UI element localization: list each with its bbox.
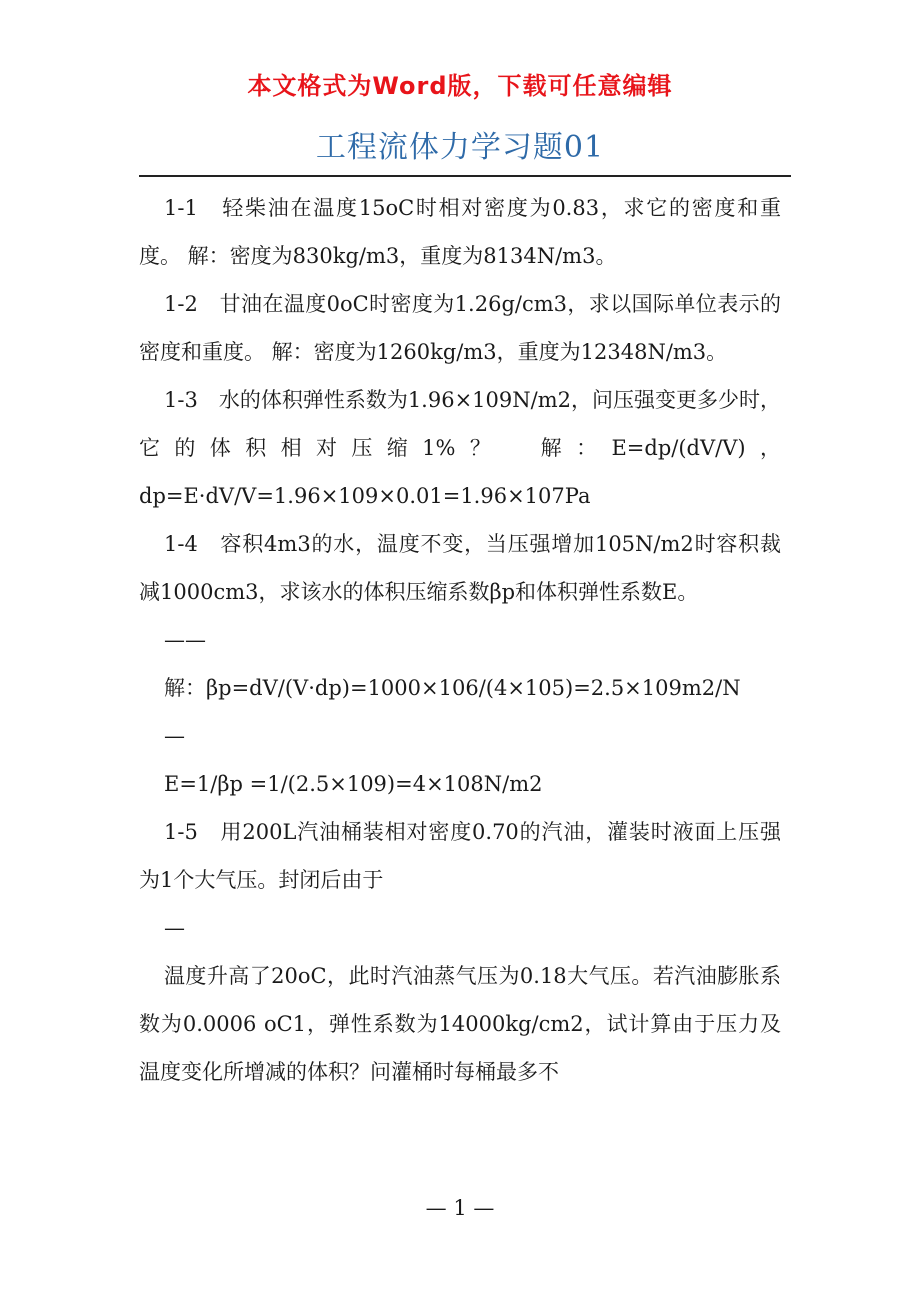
paragraph-1-5: 1-5 用200L汽油桶装相对密度0.70的汽油，灌装时液面上压强为1个大气压。封闭后由于 — [139, 820, 781, 892]
document-title: 工程流体力学习题01 — [315, 130, 605, 165]
page-number: — 1 — — [425, 1196, 495, 1220]
solution-beta-p: 解：βp=dV/(V·dp)=1000×106/(4×105)=2.5×109m2/N — [164, 676, 741, 700]
separator-dash: —— — [164, 628, 206, 652]
paragraph-1-5-continued: 温度升高了20oC，此时汽油蒸气压为0.18大气压。若汽油膨胀系数为0.0006 oC1，弹性系数为14000kg/cm2，试计算由于压力及温度变化所增减的体积？问灌桶时每桶最多不 — [139, 964, 781, 1084]
paragraph-1-2: 1-2 甘油在温度0oC时密度为1.26g/cm3，求以国际单位表示的密度和重度。 解：密度为1260kg/m3，重度为12348N/m3。 — [139, 292, 781, 364]
paragraph-1-3: 1-3 水的体积弹性系数为1.96×109N/m2，问压强变更多少时，它的体积相对压缩1%？ 解：E=dp/(dV/V)，dp=E·dV/V=1.96×109×0.01=1.96×107Pa — [139, 388, 781, 508]
download-banner: 本文格式为Word版，下载可任意编辑 — [247, 72, 673, 100]
paragraph-1-4: 1-4 容积4m3的水，温度不变，当压强增加105N/m2时容积裁减1000cm3，求该水的体积压缩系数βp和体积弹性系数E。 — [139, 532, 781, 604]
separator-dash: — — [164, 916, 185, 940]
separator-dash: — — [164, 724, 185, 748]
paragraph-1-1: 1-1 轻柴油在温度15oC时相对密度为0.83，求它的密度和重度。 解：密度为830kg/m3，重度为8134N/m3。 — [139, 196, 781, 268]
solution-e: E=1/βp =1/(2.5×109)=4×108N/m2 — [164, 772, 543, 796]
document-body — [139, 184, 781, 1096]
title-rule — [139, 175, 791, 177]
